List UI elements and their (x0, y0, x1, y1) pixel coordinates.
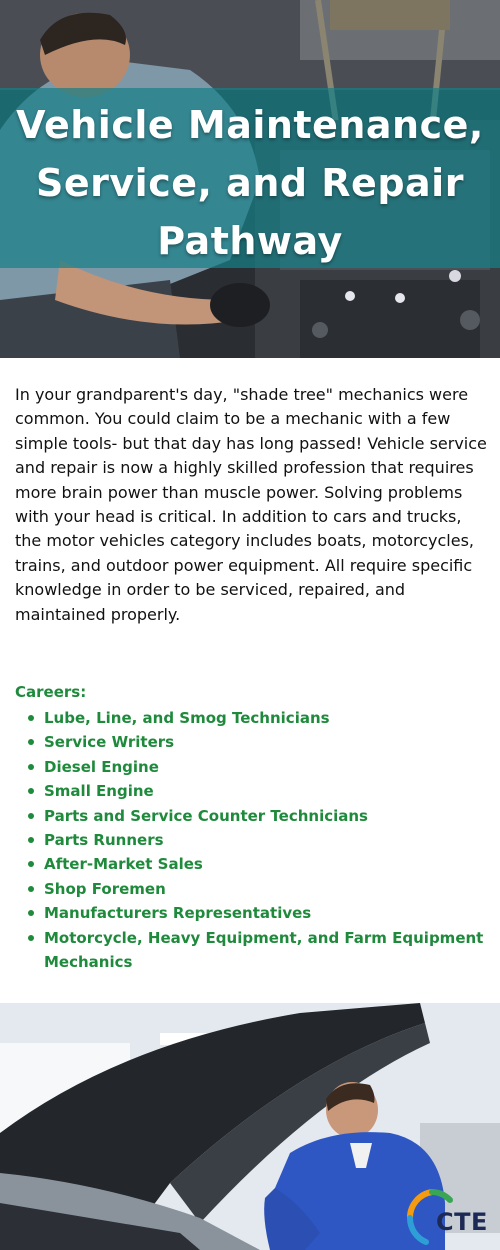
career-item: Manufacturers Representatives (24, 901, 484, 925)
career-item: Diesel Engine (24, 755, 484, 779)
title-line-3: Pathway (157, 219, 343, 263)
bullet-icon (28, 739, 34, 745)
intro-paragraph: In your grandparent's day, "shade tree" mechanics were common. You could claim to be a mechanic with a few simple tools- but that day has long passed! Vehicle service and repair is now a highly skilled profession that requires more brain power than muscle power. Solving problems with your head is critical. In addition to cars and trucks, the motor vehicles category includes boats, motorcycles, trains, and outdoor power equipment. All require specific knowledge in order to be serviced, repaired, and maintained properly. (15, 385, 487, 624)
bullet-icon (28, 910, 34, 916)
careers-heading: Careers: (15, 683, 87, 701)
career-item: Parts Runners (24, 828, 484, 852)
bullet-icon (28, 861, 34, 867)
career-item: Service Writers (24, 730, 484, 754)
career-item: Shop Foremen (24, 877, 484, 901)
title-line-2: Service, and Repair (36, 161, 464, 205)
bullet-icon (28, 813, 34, 819)
bullet-icon (28, 886, 34, 892)
hero-image (0, 0, 500, 358)
careers-list (24, 706, 484, 974)
bullet-icon (28, 715, 34, 721)
title-line-1: Vehicle Maintenance, (16, 103, 484, 147)
cte-logo-text: CTE (436, 1208, 488, 1236)
career-item: Parts and Service Counter Technicians (24, 804, 484, 828)
career-item: Motorcycle, Heavy Equipment, and Farm Equipment Mechanics (24, 926, 484, 975)
page-title (0, 96, 500, 270)
career-item: Small Engine (24, 779, 484, 803)
career-item: After-Market Sales (24, 852, 484, 876)
bullet-icon (28, 935, 34, 941)
bullet-icon (28, 837, 34, 843)
career-item: Lube, Line, and Smog Technicians (24, 706, 484, 730)
bullet-icon (28, 764, 34, 770)
bullet-icon (28, 788, 34, 794)
